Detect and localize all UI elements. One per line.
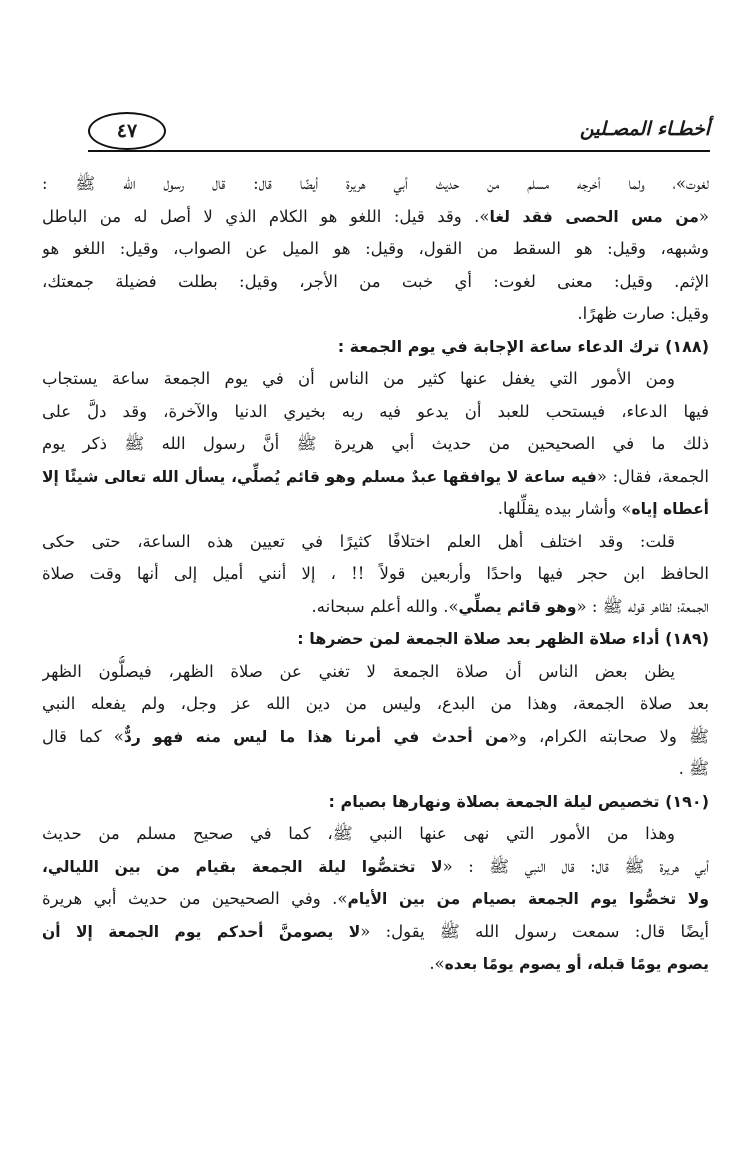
text-line <box>42 428 709 461</box>
line-text: ». وفي الصحيحين من حديث أبي هريرة <box>42 889 348 908</box>
text-line <box>42 396 709 429</box>
text-line <box>42 591 709 624</box>
line-text: » كما قال <box>42 726 124 746</box>
hadith-quote: يصوم يومًا قبله، أو يصوم يومًا بعده <box>444 955 709 973</box>
line-text: أبي هريرة ﷺ قال: قال النبي ﷺ : « <box>442 856 709 876</box>
text-line <box>42 298 709 331</box>
text-line <box>42 526 709 559</box>
hadith-quote: أعطاه إياه <box>631 500 709 518</box>
line-text: ﷺ . <box>678 759 709 778</box>
section-heading: (١٩٠) تخصيص ليلة الجمعة بصلاة ونهارها بصيام : <box>328 791 709 811</box>
line-text: بعد صلاة الجمعة، وهذا من البدع، وليس من دين الله عز وجل، ولم يفعله النبي <box>42 694 709 713</box>
hadith-quote: من مس الحصى فقد لغا <box>489 207 699 226</box>
page-number: ٤٧ <box>116 120 138 142</box>
text-line <box>42 363 709 396</box>
text-line <box>42 266 709 299</box>
hadith-quote: لا تختصُّوا ليلة الجمعة بقيام من بين الليالي، <box>42 857 443 876</box>
line-text: يظن بعض الناس أن صلاة الجمعة لا تغني عن صلاة الظهر، فيصلُّون الظهر <box>42 661 675 681</box>
line-text: ذلك ما في الصحيحين من حديث أبي هريرة ﷺ أنَّ رسول الله ﷺ ذكر يوم <box>42 434 709 453</box>
section-heading: (١٨٨) ترك الدعاء ساعة الإجابة في يوم الجمعة : <box>337 336 709 356</box>
text-line <box>42 233 709 266</box>
text-line <box>42 201 709 234</box>
hadith-quote: لا يصومنَّ أحدكم يوم الجمعة إلا أن <box>42 922 361 941</box>
text-line <box>42 558 709 591</box>
line-text: ومن الأمور التي يغفل عنها كثير من الناس أن في يوم الجمعة ساعة يستجاب <box>42 369 675 388</box>
section-heading: (١٨٩) أداء صلاة الظهر بعد صلاة الجمعة لمن حضرها : <box>297 629 709 648</box>
text-line <box>42 688 709 721</box>
line-text: أيضًا قال: سمعت رسول الله ﷺ يقول: « <box>360 921 709 941</box>
line-text: وهذا من الأمور التي نهى عنها النبي ﷺ، كما في صحيح مسلم من حديث <box>42 824 675 843</box>
line-text: الجمعة؛ لظاهر قوله ﷺ : « <box>576 596 709 616</box>
line-text: ». <box>429 954 445 973</box>
text-line <box>42 493 709 526</box>
page-number-badge <box>88 112 166 150</box>
line-text: وشبهه، وقيل: هو السقط من القول، وقيل: هو الميل عن الصواب، وقيل: اللغو هو <box>42 239 709 258</box>
line-text: الجمعة، فقال: « <box>596 466 709 486</box>
book-title: أخطـاء المصـلين <box>579 118 710 140</box>
line-text: ». والله أعلم سبحانه. <box>311 596 459 616</box>
line-text: « <box>698 206 709 226</box>
page-header <box>88 112 710 154</box>
text-line <box>42 721 709 754</box>
line-text: ﷺ ولا صحابته الكرام، و« <box>508 726 709 746</box>
header-rule <box>88 150 710 152</box>
hadith-quote: وهو قائم يصلِّي <box>458 597 577 616</box>
text-line <box>42 818 709 851</box>
hadith-quote: من أحدث في أمرنا هذا ما ليس منه فهو ردٌّ <box>123 727 509 746</box>
text-line <box>42 656 709 689</box>
line-text: الحافظ ابن حجر فيها واحدًا وأربعين قولاً !! ، إلا أنني أميل إلى أنها وقت صلاة <box>42 564 709 583</box>
line-text: لغوت»، ولما أخرجه مسلم من حديث أبي هريرة أيضًا قال: قال رسول الله ﷺ : <box>42 174 709 193</box>
text-line <box>42 753 709 786</box>
text-line <box>42 883 709 916</box>
line-text: » وأشار بيده يقلِّلها. <box>497 499 632 518</box>
hadith-quote: ولا تخصُّوا يوم الجمعة بصيام من بين الأيام <box>347 890 709 908</box>
line-text: ». وقد قيل: اللغو هو الكلام الذي لا أصل له من الباطل <box>42 206 490 226</box>
hadith-quote: فيه ساعة لا يوافقها عبدٌ مسلم وهو قائم يُصلِّي، يسأل الله تعالى شيئًا إلا <box>42 467 597 486</box>
text-line <box>42 916 709 949</box>
text-line <box>42 851 709 884</box>
text-line <box>42 948 709 981</box>
line-text: الإثم. وقيل: معنى لغوت: أي خبت من الأجر، وقيل: بطلت فضيلة جمعتك، <box>42 271 709 291</box>
text-line <box>42 168 709 201</box>
page-body <box>42 168 709 981</box>
text-line <box>42 461 709 494</box>
line-text: وقيل: صارت ظهرًا. <box>577 304 709 323</box>
line-text: قلت: وقد اختلف أهل العلم اختلافًا كثيرًا في تعيين هذه الساعة، حتى حكى <box>42 531 675 551</box>
line-text: فيها الدعاء، فيستحب للعبد أن يدعو فيه ربه بخيري الدنيا والآخرة، وقد دلَّ على <box>42 401 709 421</box>
